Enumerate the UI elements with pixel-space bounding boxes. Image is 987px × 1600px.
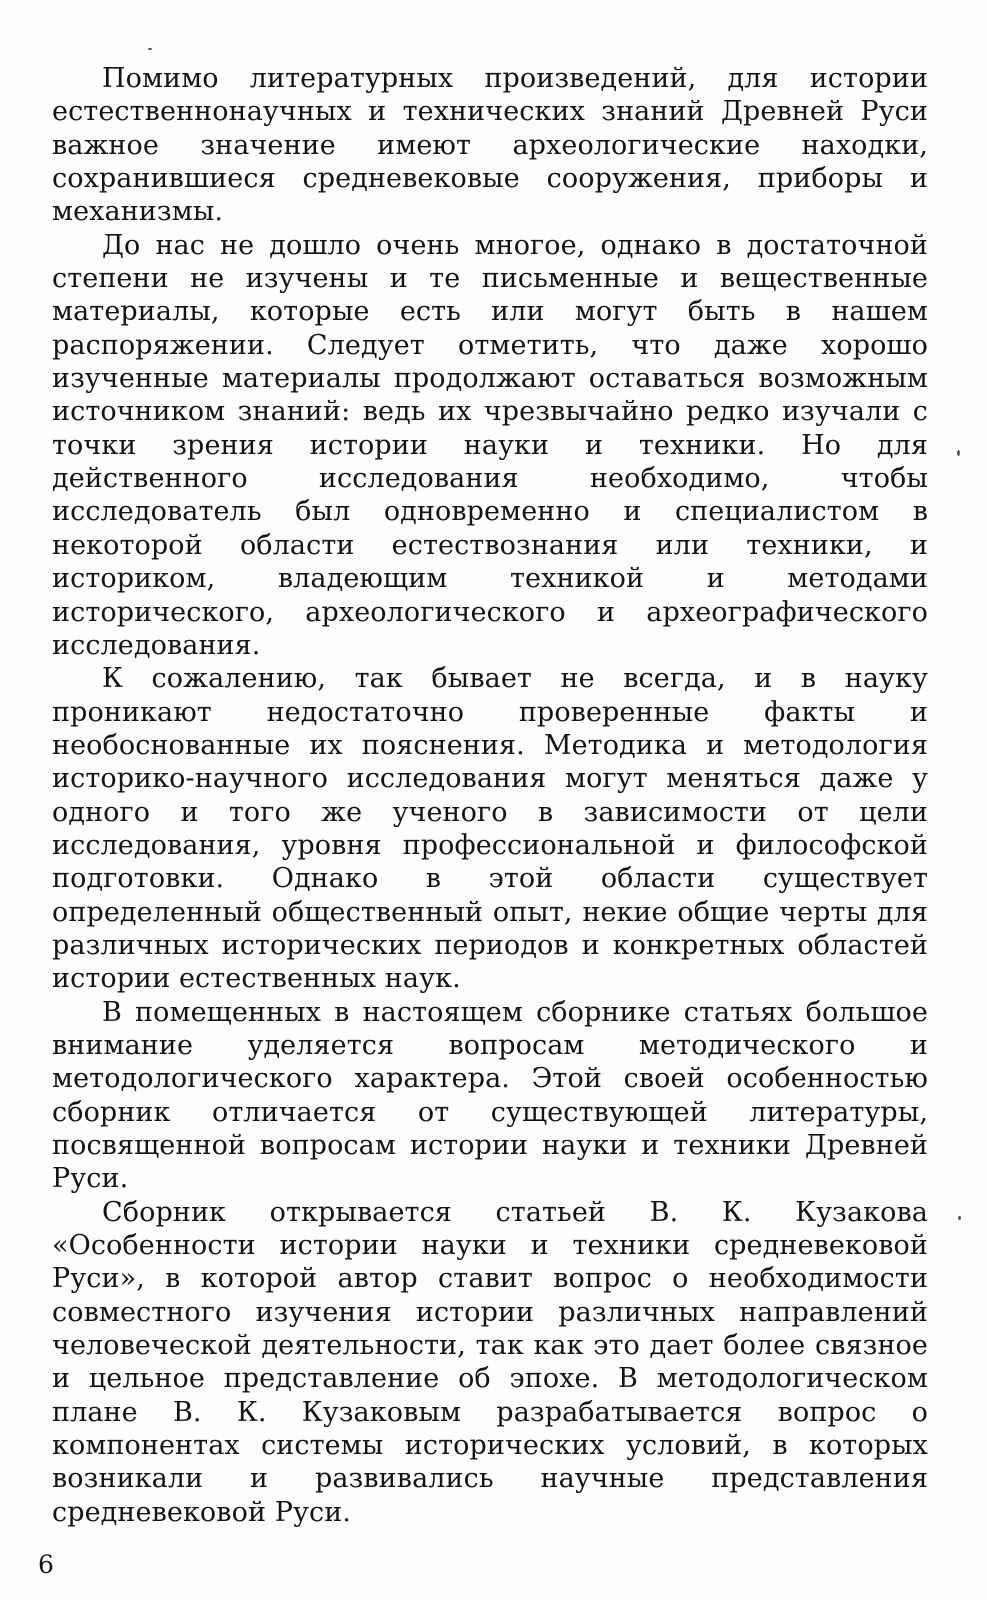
scan-speck (148, 48, 152, 50)
paragraph-kuzakov-article: Сборник открывается статьей В. К. Кузакова «Особенности истории науки и техники средневековой Руси», в которой автор ставит вопрос о необходимости совместного изучения истории различных направлений человеческой деятельности, так как это дает более связное и цельное представление об эпохе. В методологическом плане В. К. Кузаковым разрабатывается вопрос о компонентах системы исторических условий, в которых возникали и развивались научные представления средневековой Руси. (52, 1196, 928, 1528)
paragraph-research-methodology: К сожалению, так бывает не всегда, и в науку проникают недостаточно проверенные факты и необоснованные их пояснения. Методика и методология историко-научного исследования могут меняться даже у одного и того же ученого в зависимости от цели исследования, уровня профессиональной и философской подготовки. Однако в этой области существует определенный общественный опыт, некие общие черты для различных исторических периодов и конкретных областей истории естественных наук. (52, 663, 928, 995)
scan-speck (958, 1216, 961, 1220)
body-text (52, 62, 928, 1529)
paragraph-archaeological-finds: Помимо литературных произведений, для истории естественнонаучных и технических знаний Древней Руси важное значение имеют археологические находки, сохранившиеся средневековые сооружения, приборы и механизмы. (52, 63, 928, 228)
paragraph-unstudied-materials: До нас не дошло очень многое, однако в достаточной степени не изучены и те письменные и вещественные материалы, которые есть или могут быть в нашем распоряжении. Следует отметить, что даже хорошо изученные материалы продолжают оставаться возможным источником знаний: ведь их чрезвычайно редко изучали с точки зрения истории науки и техники. Но для действенного исследования необходимо, чтобы исследователь был одновременно и специалистом в некоторой области естествознания или техники, и историком, владеющим техникой и методами исторического, археологического и археографического исследования. (52, 229, 928, 661)
paragraph-collection-focus: В помещенных в настоящем сборнике статьях большое внимание уделяется вопросам методического и методологического характера. Этой своей особенностью сборник отличается от существующей литературы, посвященной вопросам истории науки и техники Древней Руси. (52, 996, 928, 1195)
page-number: 6 (38, 1550, 54, 1579)
scan-speck (957, 450, 960, 456)
